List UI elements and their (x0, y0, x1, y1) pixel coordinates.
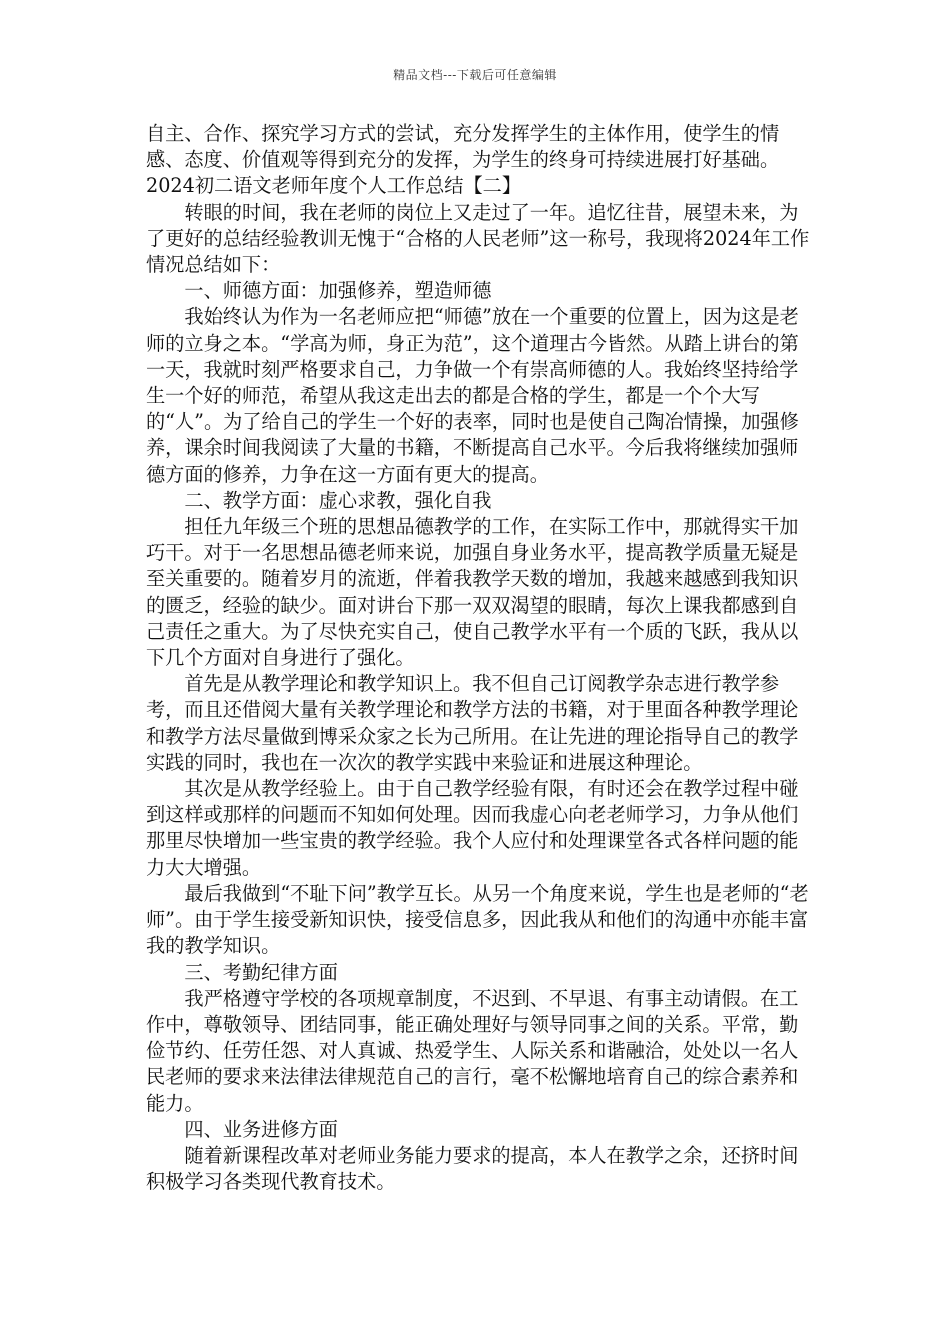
paragraph-experience: 其次是从教学经验上。由于自己教学经验有限，有时还会在教学过程中碰到这样或那样的问题而不知如何处理。因而我虚心向老老师学习，力争从他们那里尽快增加一些宝贵的教学经验。我个人应付和处理课堂各式各样问题的能力大大增强。 (146, 777, 799, 879)
paragraph-theory: 首先是从教学理论和教学知识上。我不但自己订阅教学杂志进行教学参考，而且还借阅大量有关教学理论和教学方法的书籍，对于里面各种教学理论和教学方法尽量做到博采众家之长为己所用。在让先进的理论指导自己的教学实践的同时，我也在一次次的教学实践中来验证和进展这种理论。 (146, 672, 799, 774)
section-heading-ethics: 一、师德方面：加强修养，塑造师德 (184, 279, 492, 303)
paragraph-teaching: 担任九年级三个班的思想品德教学的工作，在实际工作中，那就得实干加巧干。对于一名思想品德老师来说，加强自身业务水平，提高教学质量无疑是至关重要的。随着岁月的流逝，伴着我教学天数的增加，我越来越感到我知识的匮乏，经验的缺少。面对讲台下那一双双渴望的眼睛，每次上课我都感到自己责任之重大。为了尽快充实自己，使自己教学水平有一个质的飞跃，我从以下几个方面对自身进行了强化。 (146, 515, 799, 670)
paragraph-ethics: 我始终认为作为一名老师应把“师德”放在一个重要的位置上，因为这是老师的立身之本。“学高为师，身正为范”，这个道理古今皆然。从踏上讲台的第一天，我就时刻严格要求自己，力争做一个有崇高师德的人。我始终坚持给学生一个好的师范，希望从我这走出去的都是合格的学生，都是一个个大写的“人”。为了给自己的学生一个好的表率，同时也是使自己陶冶情操，加强修养，课余时间我阅读了大量的书籍，不断提高自己水平。今后我将继续加强师德方面的修养，力争在这一方面有更大的提高。 (146, 305, 799, 486)
paragraph-learning: 最后我做到“不耻下问”教学互长。从另一个角度来说，学生也是老师的“老师”。由于学生接受新知识快，接受信息多，因此我从和他们的沟通中亦能丰富我的教学知识。 (146, 881, 809, 958)
paragraph-training: 随着新课程改革对老师业务能力要求的提高，本人在教学之余，还挤时间积极学习各类现代教育技术。 (146, 1143, 799, 1194)
section-heading-attendance: 三、考勤纪律方面 (184, 960, 338, 984)
section-heading-training: 四、业务进修方面 (184, 1117, 338, 1141)
paragraph-attendance: 我严格遵守学校的各项规章制度，不迟到、不早退、有事主动请假。在工作中，尊敬领导、团结同事，能正确处理好与领导同事之间的关系。平常，勤俭节约、任劳任怨、对人真诚、热爱学生、人际关系和谐融洽，处处以一名人民老师的要求来法律法律规范自己的言行，毫不松懈地培育自己的综合素养和能力。 (146, 986, 799, 1115)
page-header: 精品文档---下载后可任意编辑 (393, 68, 557, 82)
paragraph-continuation: 自主、合作、探究学习方式的尝试，充分发挥学生的主体作用，使学生的情感、态度、价值观等得到充分的发挥，为学生的终身可持续进展打好基础。 2024初二语文老师年度个人工作总结【二】 (146, 122, 808, 198)
document-body (146, 121, 816, 1195)
section-heading-teaching: 二、教学方面：虚心求教，强化自我 (184, 488, 492, 512)
paragraph-intro: 转眼的时间，我在老师的岗位上又走过了一年。追忆往昔，展望未来，为了更好的总结经验教训无愧于“合格的人民老师”这一称号，我现将2024年工作情况总结如下： (146, 200, 810, 277)
